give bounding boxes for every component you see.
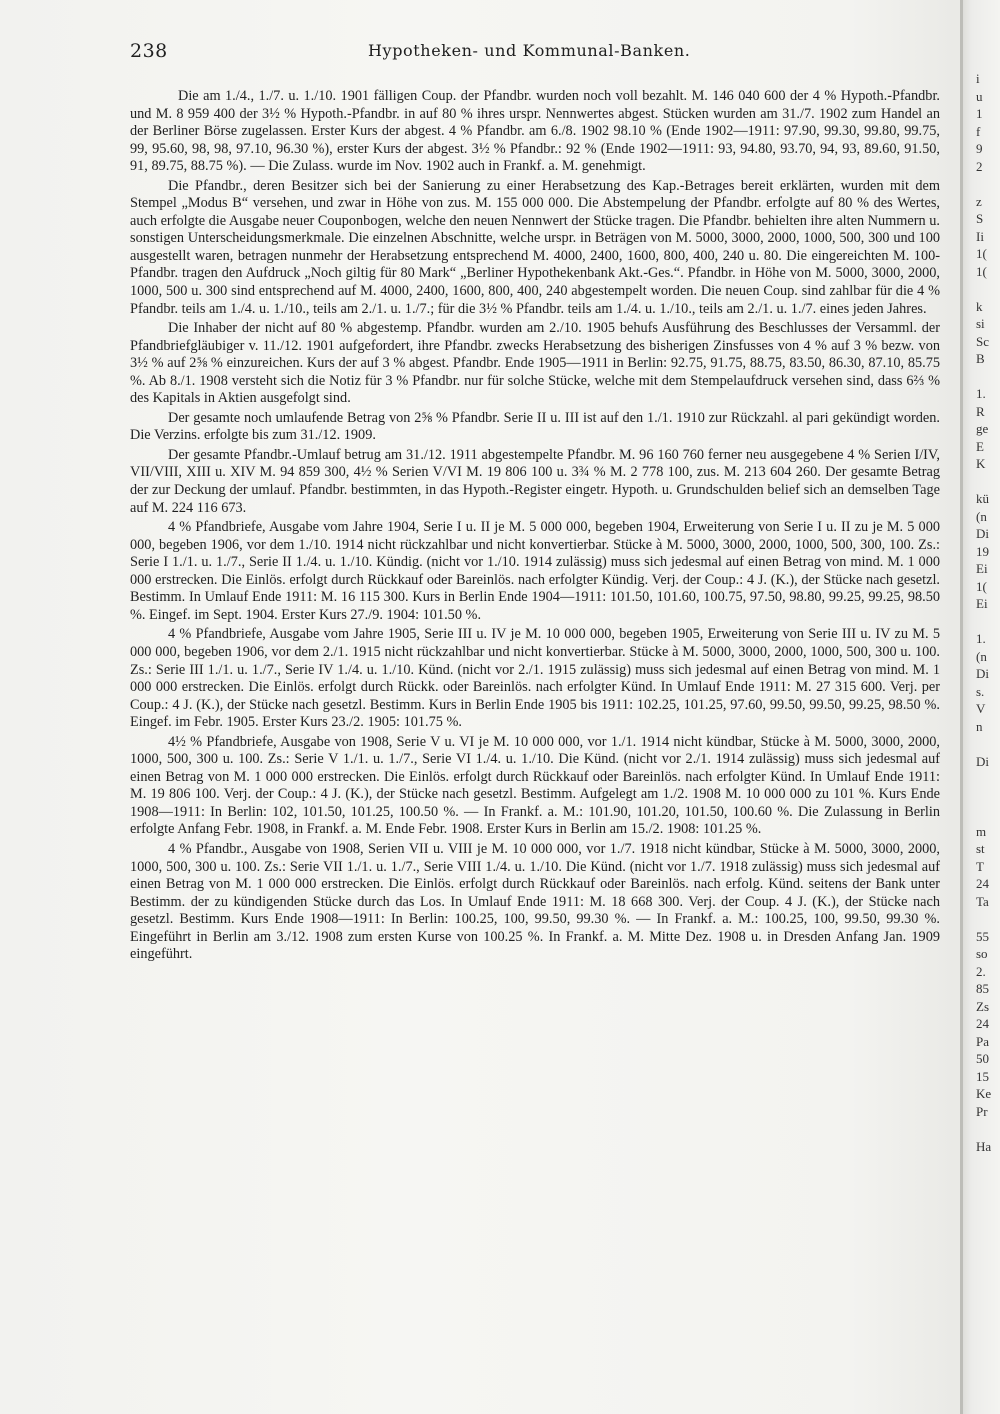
adjacent-page-fragments: [976, 70, 1000, 1155]
gutter-shadow: [960, 0, 963, 1414]
adjacent-page-fragment: [976, 613, 1000, 631]
adjacent-page-fragment: 9: [976, 141, 983, 156]
adjacent-page-fragment: f: [976, 123, 981, 139]
adjacent-page-fragment: Pr: [976, 1103, 988, 1119]
adjacent-page-fragment: (n: [976, 508, 987, 524]
adjacent-page-fragment: R: [976, 403, 985, 419]
adjacent-page-fragment: 1.: [976, 631, 986, 646]
adjacent-page-fragment: Di: [976, 666, 989, 681]
adjacent-page-fragment: [976, 1120, 1000, 1138]
page-number: 238: [130, 40, 168, 62]
adjacent-page-fragment: Di: [976, 526, 989, 541]
adjacent-page-fragment: K: [976, 456, 986, 471]
adjacent-page-fragment: 55: [976, 928, 989, 944]
adjacent-page-fragment: u: [976, 88, 983, 104]
adjacent-page-fragment: Ei: [976, 561, 988, 576]
paragraph-series-1908-vii-viii: 4 % Pfandbr., Ausgabe von 1908, Serien VII u. VIII je M. 10 000 000, vor 1./7. 1918 nicht kündbar, Stücke à M. 5000, 3000, 2000, 1000, 500, 300 u. 100. Zs.: Serie VII 1./1. u. 1./7., Serie VIII 1./4. u. 1./10. Die Künd. (nicht vor 1./7. 1918 zulässig) muss sich jedesmal auf einen Betrag von M. 1 000 000 erstrecken. Die Einlös. erfolgt durch Rückkauf oder Bareinlös. nach erfolg. Künd. seitens der Bank unter Bestimm. der zu kündigenden Stücke durch das Los. In Umlauf Ende 1911: M. 18 668 300. Verj. der Coup. 4 J. (K.), der Stücke nach gesetzl. Bestimm. Kurs Ende 1908—1911: In Berlin: 100.25, 100, 99.50, 99.30 %. — In Frankf. a. M.: 100.25, 100, 99.50, 99.30 %. Eingeführt in Berlin am 3./12. 1908 zum ersten Kurse von 100.25 %. In Frankf. a. M. Mitte Dez. 1908 u. in Dresden Anfang Jan. 1909 eingeführt.: [130, 840, 940, 963]
adjacent-page-fragment: 19: [976, 543, 989, 559]
adjacent-page-fragment: Ha: [976, 1138, 992, 1154]
adjacent-page-fragment: [976, 280, 1000, 298]
paragraph-series-1905: 4 % Pfandbriefe, Ausgabe vom Jahre 1905, Serie III u. IV je M. 10 000 000, begeben 1905, Erweiterung von Serie III u. IV zu M. 5 000 000, begeben 1906, vor dem 2./1. 1915 nicht rückzahlbar und nicht konvertierbar. Stücke à M. 5000, 3000, 2000, 1000, 500, 300 u. 100. Zs.: Serie III 1./1. u. 1./7., Serie IV 1./4. u. 1./10. Künd. (nicht vor 2./1. 1915 zulässig) muss sich jedesmal auf einen Betrag von mind. M. 1 000 000 erstrecken. Die Einlös. erfolgt durch Rückk. oder Bareinlös. nach erfolgter Künd. In Umlauf Ende 1911: M. 27 315 600. Verj. per Coup.: 4 J. (K.), der Stücke nach gesetzl. Bestimm. Kurs in Berlin Ende 1905 bis 1911: 102.25, 101.25, 97.60, 99.50, 99.50, 99.25, 98.50 %. Eingef. im Febr. 1905. Erster Kurs 23./2. 1905: 101.75 %.: [130, 626, 940, 731]
adjacent-page-fragment: Ii: [976, 228, 984, 244]
adjacent-page-fragment: 1: [976, 106, 983, 121]
adjacent-page-fragment: st: [976, 841, 985, 856]
adjacent-page-fragment: kü: [976, 491, 989, 506]
adjacent-page-fragment: [976, 473, 1000, 491]
paragraph-coupon-payment: Die am 1./4., 1./7. u. 1./10. 1901 fälligen Coup. der Pfandbr. wurden noch voll bezahlt. M. 146 040 600 der 4 % Hypoth.-Pfandbr. und M. 8 959 400 der 3½ % Hypoth.-Pfandbr. in auf 80 % ihres urspr. Nennwertes abgest. Stücken wurden am 31./7. 1902 zum Handel an der Berliner Börse zugelassen. Erster Kurs der abgest. 4 % Pfandbr. am 6./8. 1902 98.10 % (Ende 1902—1911: 97.90, 99.30, 99.80, 99.75, 99, 95.60, 98, 98, 97.10, 96.30 %), erster Kurs der abgest. 3½ % Pfandbr.: 92 % (Ende 1902—1911: 93, 94.80, 93.70, 94, 93, 89.60, 91.50, 91, 89.75, 88.75 %). — Die Zulass. wurde im Nov. 1902 auch in Frankf. a. M. genehmigt.: [130, 88, 940, 175]
running-title: Hypotheken- und Kommunal-Banken.: [368, 41, 691, 60]
paragraph-series-1904: 4 % Pfandbriefe, Ausgabe vom Jahre 1904, Serie I u. II je M. 5 000 000, begeben 1904, Erweiterung von Serie I u. II zu je M. 5 000 000, begeben 1906, vor dem 1./10. 1914 nicht rückzahlbar und nicht konvertierbar. Stücke à M. 5000, 3000, 2000, 1000, 500, 300, 100. Zs.: Serie I 1./1. u. 1./7., Serie II 1./4. u. 1./10. Kündig. (nicht vor 1./10. 1914 zulässig) muss sich jedesmal auf einen Betrag von mind. M. 1 000 000 erstrecken. Die Einlös. erfolgt durch Rückkauf oder Bareinlös. nach erfolgter Kündig. Verj. der Coup.: 4 J. (K.), der Stücke nach gesetzl. Bestimm. In Umlauf Ende 1911: M. 16 115 300. Kurs in Berlin Ende 1904—1911: 101.50, 101.60, 100.75, 97.50, 98.80, 99.25, 99.25, 98.50 %. Eingef. im Sept. 1904. Erster Kurs 27./9. 1904: 101.50 %.: [130, 519, 940, 623]
adjacent-page-fragment: Sc: [976, 333, 989, 349]
paragraph-series-1908-v-vi: 4½ % Pfandbriefe, Ausgabe von 1908, Serie V u. VI je M. 10 000 000, vor 1./1. 1914 nicht kündbar, Stücke à M. 5000, 3000, 2000, 1000, 500, 300 u. 100. Zs.: Serie V 1./1. u. 1./7., Serie VI 1./4. u. 1./10. Die Künd. (nicht vor 2./1. 1914 zulässig) muss sich jedesmal auf einen Betrag von M. 1 000 000 erstrecken. Die Einlös. erfolgt durch Rückkauf oder Bareinlös. nach erfolgter Künd. In Umlauf Ende 1911: M. 19 806 100. Verj. der Coup.: 4 J. (K.), der Stücke nach gesetzl. Bestimm. Aufgelegt am 1./2. 1908 M. 10 000 000 zu 101 %. Kurs Ende 1908—1911: In Berlin: 102, 101.50, 101.25, 100.50 %. — In Frankf. a. M.: 101.90, 101.20, 101.50, 100.60 %. Die Zulassung in Berlin erfolgte Anfang Febr. 1908, in Frankf. a. M. Ende Febr. 1908. Erster Kurs in Berlin am 15./2. 1908: 101.25 %.: [130, 733, 940, 838]
adjacent-page-fragment: z: [976, 193, 982, 209]
adjacent-page-fragment: s.: [976, 683, 985, 699]
paragraph-redemption-notice: Der gesamte noch umlaufende Betrag von 2⅝ % Pfandbr. Serie II u. III ist auf den 1./1. 1910 zur Rückzahl. al pari gekündigt worden. Die Verzins. erfolgte bis zum 31./12. 1909.: [130, 409, 940, 444]
adjacent-page-fragment: 15: [976, 1068, 989, 1084]
main-text: [130, 88, 940, 964]
adjacent-page-fragment: (n: [976, 648, 987, 664]
adjacent-page-fragment: 2.: [976, 963, 986, 979]
adjacent-page-fragment: [976, 805, 1000, 823]
adjacent-page-fragment: [976, 910, 1000, 928]
adjacent-page-fragment: ge: [976, 421, 989, 436]
adjacent-page-fragment: n: [976, 718, 983, 734]
adjacent-page-fragment: m: [976, 823, 987, 839]
adjacent-page-fragment: Ei: [976, 596, 988, 611]
adjacent-page-fragment: 24: [976, 876, 989, 891]
adjacent-page-fragment: 85: [976, 981, 989, 996]
adjacent-page-fragment: [976, 788, 1000, 806]
adjacent-page-fragment: 1(: [976, 246, 987, 261]
adjacent-page-fragment: E: [976, 438, 984, 454]
adjacent-page-fragment: Zs: [976, 998, 989, 1014]
adjacent-page-fragment: 1.: [976, 386, 986, 401]
adjacent-page-fragment: 50: [976, 1051, 989, 1066]
adjacent-page-fragment: [976, 368, 1000, 386]
adjacent-page-fragment: 1(: [976, 263, 987, 279]
adjacent-page-fragment: si: [976, 316, 985, 331]
adjacent-page-fragment: i: [976, 71, 980, 86]
adjacent-page-fragment: so: [976, 946, 988, 961]
paragraph-interest-reduction: Die Inhaber der nicht auf 80 % abgestemp. Pfandbr. wurden am 2./10. 1905 behufs Ausführung des Beschlusses der Versamml. der Pfandbriefgläubiger v. 11./12. 1901 aufgefordert, ihre Pfandbr. zwecks Herabsetzung des bisherigen Zinsfusses von 4 % auf 3 % bezw. von 3½ % auf 2⅝ % einzureichen. Kurs der auf 3 % abgest. Pfandbr. Ende 1905—1911 in Berlin: 92.75, 91.75, 88.75, 83.50, 86.30, 87.10, 85.75 %. Ab 8./1. 1908 versteht sich die Notiz für 3 % Pfandbr. nur für solche Stücke, welche mit dem Stempelaufdruck versehen sind, dass 6⅔ % des Kapitals in Aktien ausgefolgt sind.: [130, 320, 940, 407]
adjacent-page-fragment: V: [976, 701, 986, 716]
adjacent-page-fragment: Ta: [976, 893, 989, 909]
adjacent-page-fragment: [976, 175, 1000, 193]
adjacent-page-fragment: [976, 770, 1000, 788]
adjacent-page-fragment: Ke: [976, 1086, 992, 1101]
paragraph-modus-b-stamp: Die Pfandbr., deren Besitzer sich bei der Sanierung zu einer Herabsetzung des Kap.-Betrages bereit erklärten, wurden mit dem Stempel „Modus B“ versehen, und zwar in Höhe von zus. M. 155 000 000. Die Abstempelung der Pfandbr. erfolgte auf 80 % des Wertes, auch erfolgte die Ausgabe neuer Couponbogen, welche den neuen Nennwert der Stücke tragen. Die Pfandbr. behielten ihre alten Nummern u. sonstigen Unterscheidungsmerkmale. Die einzelnen Abschnitte, welche urspr. in Beträgen von M. 5000, 3000, 2000, 1000, 500, 300 und 100 ausgestellt waren, betragen nunmehr der Herabsetzung entsprechend M. 4000, 2400, 1600, 800, 400, 240 u. 80. Die eingereichten M. 100-Pfandbr. tragen den Aufdruck „Noch giltig für 80 Mark“ „Berliner Hypothekenbank Akt.-Ges.“. Pfandbr. in Höhe von M. 5000, 3000, 2000, 1000, 500 u. 300 sind entsprechend auf M. 4000, 2400, 1600, 800, 400, 240 abgestempelt worden. Die neuen Coup. sind zahlbar für die 4 % Pfandbr. teils am 1./4. u. 1./10., teils am 2./1. u. 1./7.; für die 3½ % Pfandbr. teils am 1./4. u. 1./10., teils am 2./1. u. 1./7. eines jeden Jahres.: [130, 177, 940, 317]
adjacent-page-fragment: S: [976, 211, 984, 226]
adjacent-page-fragment: k: [976, 298, 983, 314]
adjacent-page-fragment: 2: [976, 158, 983, 174]
adjacent-page-fragment: 24: [976, 1016, 989, 1031]
adjacent-page-fragment: [976, 735, 1000, 753]
adjacent-page-fragment: B: [976, 351, 985, 366]
paragraph-total-circulation: Der gesamte Pfandbr.-Umlauf betrug am 31./12. 1911 abgestempelte Pfandbr. M. 96 160 760 ferner neu ausgegebene 4 % Serien I/IV, VII/VIII, XIII u. XIV M. 94 859 300, 4½ % Serien V/VI M. 19 806 100 u. 3¾ % M. 2 778 100, zus. M. 213 604 260. Der gesamte Betrag der zur Deckung der umlauf. Pfandbr. bestimmten, in das Hypoth.-Register eingetr. Hypoth. u. Grundschulden belief sich an demselben Tage auf M. 224 116 673.: [130, 446, 940, 516]
adjacent-page-fragment: 1(: [976, 578, 987, 594]
adjacent-page-fragment: Di: [976, 753, 989, 769]
adjacent-page-fragment: T: [976, 858, 984, 874]
adjacent-page-fragment: Pa: [976, 1033, 989, 1049]
